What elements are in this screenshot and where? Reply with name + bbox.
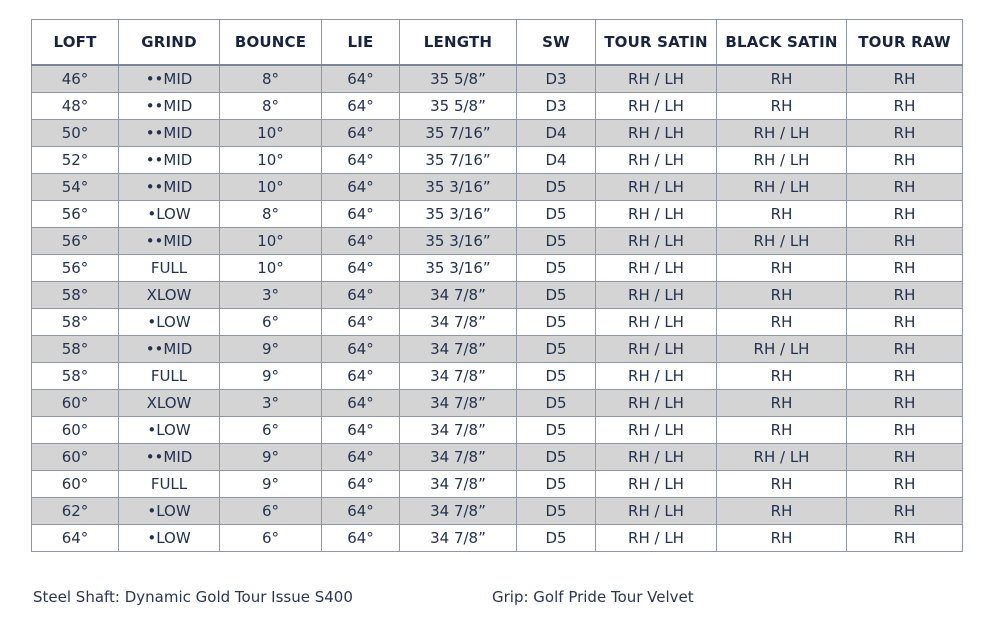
cell-length: 35 3/16” (400, 255, 517, 282)
cell-bounce: 10° (220, 255, 322, 282)
cell-sw: D5 (517, 201, 596, 228)
cell-sw: D5 (517, 417, 596, 444)
cell-sw: D5 (517, 282, 596, 309)
cell-grind: ••MID (119, 93, 220, 120)
cell-length: 34 7/8” (400, 417, 517, 444)
cell-loft: 54° (32, 174, 119, 201)
cell-black-satin: RH (717, 471, 847, 498)
cell-black-satin: RH / LH (717, 120, 847, 147)
cell-tour-satin: RH / LH (596, 228, 717, 255)
table-row (32, 93, 963, 120)
cell-bounce: 6° (220, 498, 322, 525)
cell-tour-raw: RH (847, 201, 963, 228)
cell-sw: D5 (517, 471, 596, 498)
wedge-spec-table (31, 19, 963, 552)
column-header-lie: LIE (322, 20, 400, 66)
table-row (32, 201, 963, 228)
cell-tour-satin: RH / LH (596, 93, 717, 120)
cell-black-satin: RH (717, 363, 847, 390)
cell-loft: 56° (32, 228, 119, 255)
cell-tour-raw: RH (847, 471, 963, 498)
cell-length: 34 7/8” (400, 471, 517, 498)
cell-lie: 64° (322, 471, 400, 498)
cell-grind: FULL (119, 255, 220, 282)
cell-grind: ••MID (119, 228, 220, 255)
cell-loft: 46° (32, 65, 119, 93)
cell-bounce: 8° (220, 65, 322, 93)
cell-tour-raw: RH (847, 498, 963, 525)
table-row (32, 120, 963, 147)
cell-black-satin: RH (717, 65, 847, 93)
table-row (32, 228, 963, 255)
cell-bounce: 10° (220, 174, 322, 201)
cell-loft: 64° (32, 525, 119, 552)
cell-grind: •LOW (119, 498, 220, 525)
cell-black-satin: RH (717, 498, 847, 525)
table-body (32, 65, 963, 552)
cell-loft: 60° (32, 417, 119, 444)
cell-lie: 64° (322, 282, 400, 309)
cell-tour-raw: RH (847, 255, 963, 282)
cell-loft: 56° (32, 255, 119, 282)
column-header-tour-satin: TOUR SATIN (596, 20, 717, 66)
cell-loft: 62° (32, 498, 119, 525)
cell-black-satin: RH (717, 309, 847, 336)
table-row (32, 498, 963, 525)
cell-grind: •LOW (119, 309, 220, 336)
cell-grind: •LOW (119, 201, 220, 228)
cell-tour-raw: RH (847, 93, 963, 120)
column-header-black-satin: BLACK SATIN (717, 20, 847, 66)
cell-bounce: 8° (220, 201, 322, 228)
cell-black-satin: RH / LH (717, 336, 847, 363)
cell-tour-raw: RH (847, 417, 963, 444)
table-row (32, 309, 963, 336)
shaft-note: Steel Shaft: Dynamic Gold Tour Issue S400 (33, 588, 353, 606)
table-row (32, 336, 963, 363)
cell-sw: D5 (517, 228, 596, 255)
cell-black-satin: RH (717, 201, 847, 228)
table-row (32, 255, 963, 282)
cell-bounce: 3° (220, 390, 322, 417)
cell-tour-satin: RH / LH (596, 174, 717, 201)
cell-tour-satin: RH / LH (596, 390, 717, 417)
cell-bounce: 10° (220, 120, 322, 147)
column-header-length: LENGTH (400, 20, 517, 66)
cell-tour-raw: RH (847, 174, 963, 201)
cell-sw: D5 (517, 363, 596, 390)
cell-length: 35 3/16” (400, 228, 517, 255)
table-row (32, 65, 963, 93)
column-header-loft: LOFT (32, 20, 119, 66)
cell-grind: •LOW (119, 417, 220, 444)
cell-bounce: 6° (220, 525, 322, 552)
cell-black-satin: RH / LH (717, 444, 847, 471)
cell-tour-satin: RH / LH (596, 417, 717, 444)
cell-sw: D5 (517, 336, 596, 363)
cell-sw: D3 (517, 65, 596, 93)
cell-grind: ••MID (119, 336, 220, 363)
cell-grind: FULL (119, 471, 220, 498)
cell-loft: 58° (32, 282, 119, 309)
cell-length: 34 7/8” (400, 282, 517, 309)
cell-length: 34 7/8” (400, 363, 517, 390)
cell-tour-raw: RH (847, 120, 963, 147)
cell-black-satin: RH (717, 417, 847, 444)
cell-tour-raw: RH (847, 309, 963, 336)
table-row (32, 282, 963, 309)
cell-black-satin: RH (717, 93, 847, 120)
cell-black-satin: RH (717, 525, 847, 552)
table-row (32, 525, 963, 552)
cell-black-satin: RH / LH (717, 228, 847, 255)
cell-lie: 64° (322, 174, 400, 201)
table-row (32, 471, 963, 498)
cell-length: 34 7/8” (400, 498, 517, 525)
cell-tour-raw: RH (847, 390, 963, 417)
cell-tour-satin: RH / LH (596, 471, 717, 498)
cell-tour-satin: RH / LH (596, 498, 717, 525)
cell-loft: 60° (32, 444, 119, 471)
cell-length: 35 5/8” (400, 65, 517, 93)
table-row (32, 174, 963, 201)
column-header-tour-raw: TOUR RAW (847, 20, 963, 66)
cell-bounce: 6° (220, 309, 322, 336)
cell-tour-raw: RH (847, 65, 963, 93)
cell-lie: 64° (322, 444, 400, 471)
cell-bounce: 9° (220, 363, 322, 390)
table-row (32, 147, 963, 174)
cell-sw: D5 (517, 309, 596, 336)
cell-grind: •LOW (119, 525, 220, 552)
cell-tour-raw: RH (847, 444, 963, 471)
cell-sw: D3 (517, 93, 596, 120)
cell-bounce: 9° (220, 444, 322, 471)
cell-grind: ••MID (119, 444, 220, 471)
cell-bounce: 9° (220, 336, 322, 363)
cell-tour-satin: RH / LH (596, 201, 717, 228)
cell-lie: 64° (322, 255, 400, 282)
cell-sw: D4 (517, 120, 596, 147)
cell-tour-satin: RH / LH (596, 336, 717, 363)
cell-black-satin: RH (717, 390, 847, 417)
cell-lie: 64° (322, 93, 400, 120)
cell-sw: D5 (517, 498, 596, 525)
cell-loft: 48° (32, 93, 119, 120)
cell-lie: 64° (322, 228, 400, 255)
cell-loft: 50° (32, 120, 119, 147)
cell-grind: XLOW (119, 390, 220, 417)
cell-lie: 64° (322, 363, 400, 390)
cell-sw: D5 (517, 525, 596, 552)
cell-tour-raw: RH (847, 525, 963, 552)
cell-tour-satin: RH / LH (596, 444, 717, 471)
cell-grind: ••MID (119, 120, 220, 147)
cell-bounce: 6° (220, 417, 322, 444)
cell-lie: 64° (322, 336, 400, 363)
table-row (32, 390, 963, 417)
cell-lie: 64° (322, 201, 400, 228)
cell-length: 35 7/16” (400, 120, 517, 147)
cell-tour-raw: RH (847, 147, 963, 174)
cell-sw: D5 (517, 174, 596, 201)
table-header-row (32, 20, 963, 66)
cell-length: 34 7/8” (400, 525, 517, 552)
cell-tour-raw: RH (847, 282, 963, 309)
cell-lie: 64° (322, 65, 400, 93)
cell-tour-satin: RH / LH (596, 65, 717, 93)
cell-black-satin: RH / LH (717, 147, 847, 174)
cell-black-satin: RH (717, 255, 847, 282)
cell-tour-raw: RH (847, 363, 963, 390)
cell-black-satin: RH (717, 282, 847, 309)
cell-bounce: 9° (220, 471, 322, 498)
cell-lie: 64° (322, 147, 400, 174)
cell-grind: ••MID (119, 65, 220, 93)
cell-loft: 58° (32, 363, 119, 390)
cell-length: 35 5/8” (400, 93, 517, 120)
cell-loft: 52° (32, 147, 119, 174)
table-row (32, 417, 963, 444)
cell-tour-satin: RH / LH (596, 255, 717, 282)
cell-length: 35 7/16” (400, 147, 517, 174)
cell-tour-satin: RH / LH (596, 309, 717, 336)
cell-sw: D5 (517, 255, 596, 282)
column-header-bounce: BOUNCE (220, 20, 322, 66)
cell-length: 35 3/16” (400, 201, 517, 228)
cell-lie: 64° (322, 309, 400, 336)
cell-length: 34 7/8” (400, 336, 517, 363)
cell-tour-raw: RH (847, 336, 963, 363)
cell-lie: 64° (322, 120, 400, 147)
cell-grind: XLOW (119, 282, 220, 309)
grip-note: Grip: Golf Pride Tour Velvet (492, 588, 694, 606)
cell-lie: 64° (322, 525, 400, 552)
cell-length: 34 7/8” (400, 444, 517, 471)
cell-tour-satin: RH / LH (596, 282, 717, 309)
cell-tour-satin: RH / LH (596, 525, 717, 552)
cell-bounce: 10° (220, 228, 322, 255)
cell-length: 34 7/8” (400, 390, 517, 417)
cell-loft: 60° (32, 471, 119, 498)
cell-loft: 60° (32, 390, 119, 417)
cell-loft: 58° (32, 309, 119, 336)
cell-tour-raw: RH (847, 228, 963, 255)
cell-length: 34 7/8” (400, 309, 517, 336)
cell-loft: 56° (32, 201, 119, 228)
cell-grind: ••MID (119, 174, 220, 201)
cell-black-satin: RH / LH (717, 174, 847, 201)
cell-loft: 58° (32, 336, 119, 363)
cell-bounce: 8° (220, 93, 322, 120)
table-row (32, 363, 963, 390)
cell-tour-satin: RH / LH (596, 147, 717, 174)
column-header-grind: GRIND (119, 20, 220, 66)
cell-bounce: 3° (220, 282, 322, 309)
cell-grind: FULL (119, 363, 220, 390)
cell-sw: D5 (517, 444, 596, 471)
cell-lie: 64° (322, 390, 400, 417)
cell-tour-satin: RH / LH (596, 120, 717, 147)
cell-grind: ••MID (119, 147, 220, 174)
cell-sw: D4 (517, 147, 596, 174)
cell-lie: 64° (322, 417, 400, 444)
table-row (32, 444, 963, 471)
cell-length: 35 3/16” (400, 174, 517, 201)
cell-tour-satin: RH / LH (596, 363, 717, 390)
cell-sw: D5 (517, 390, 596, 417)
column-header-sw: SW (517, 20, 596, 66)
cell-lie: 64° (322, 498, 400, 525)
cell-bounce: 10° (220, 147, 322, 174)
